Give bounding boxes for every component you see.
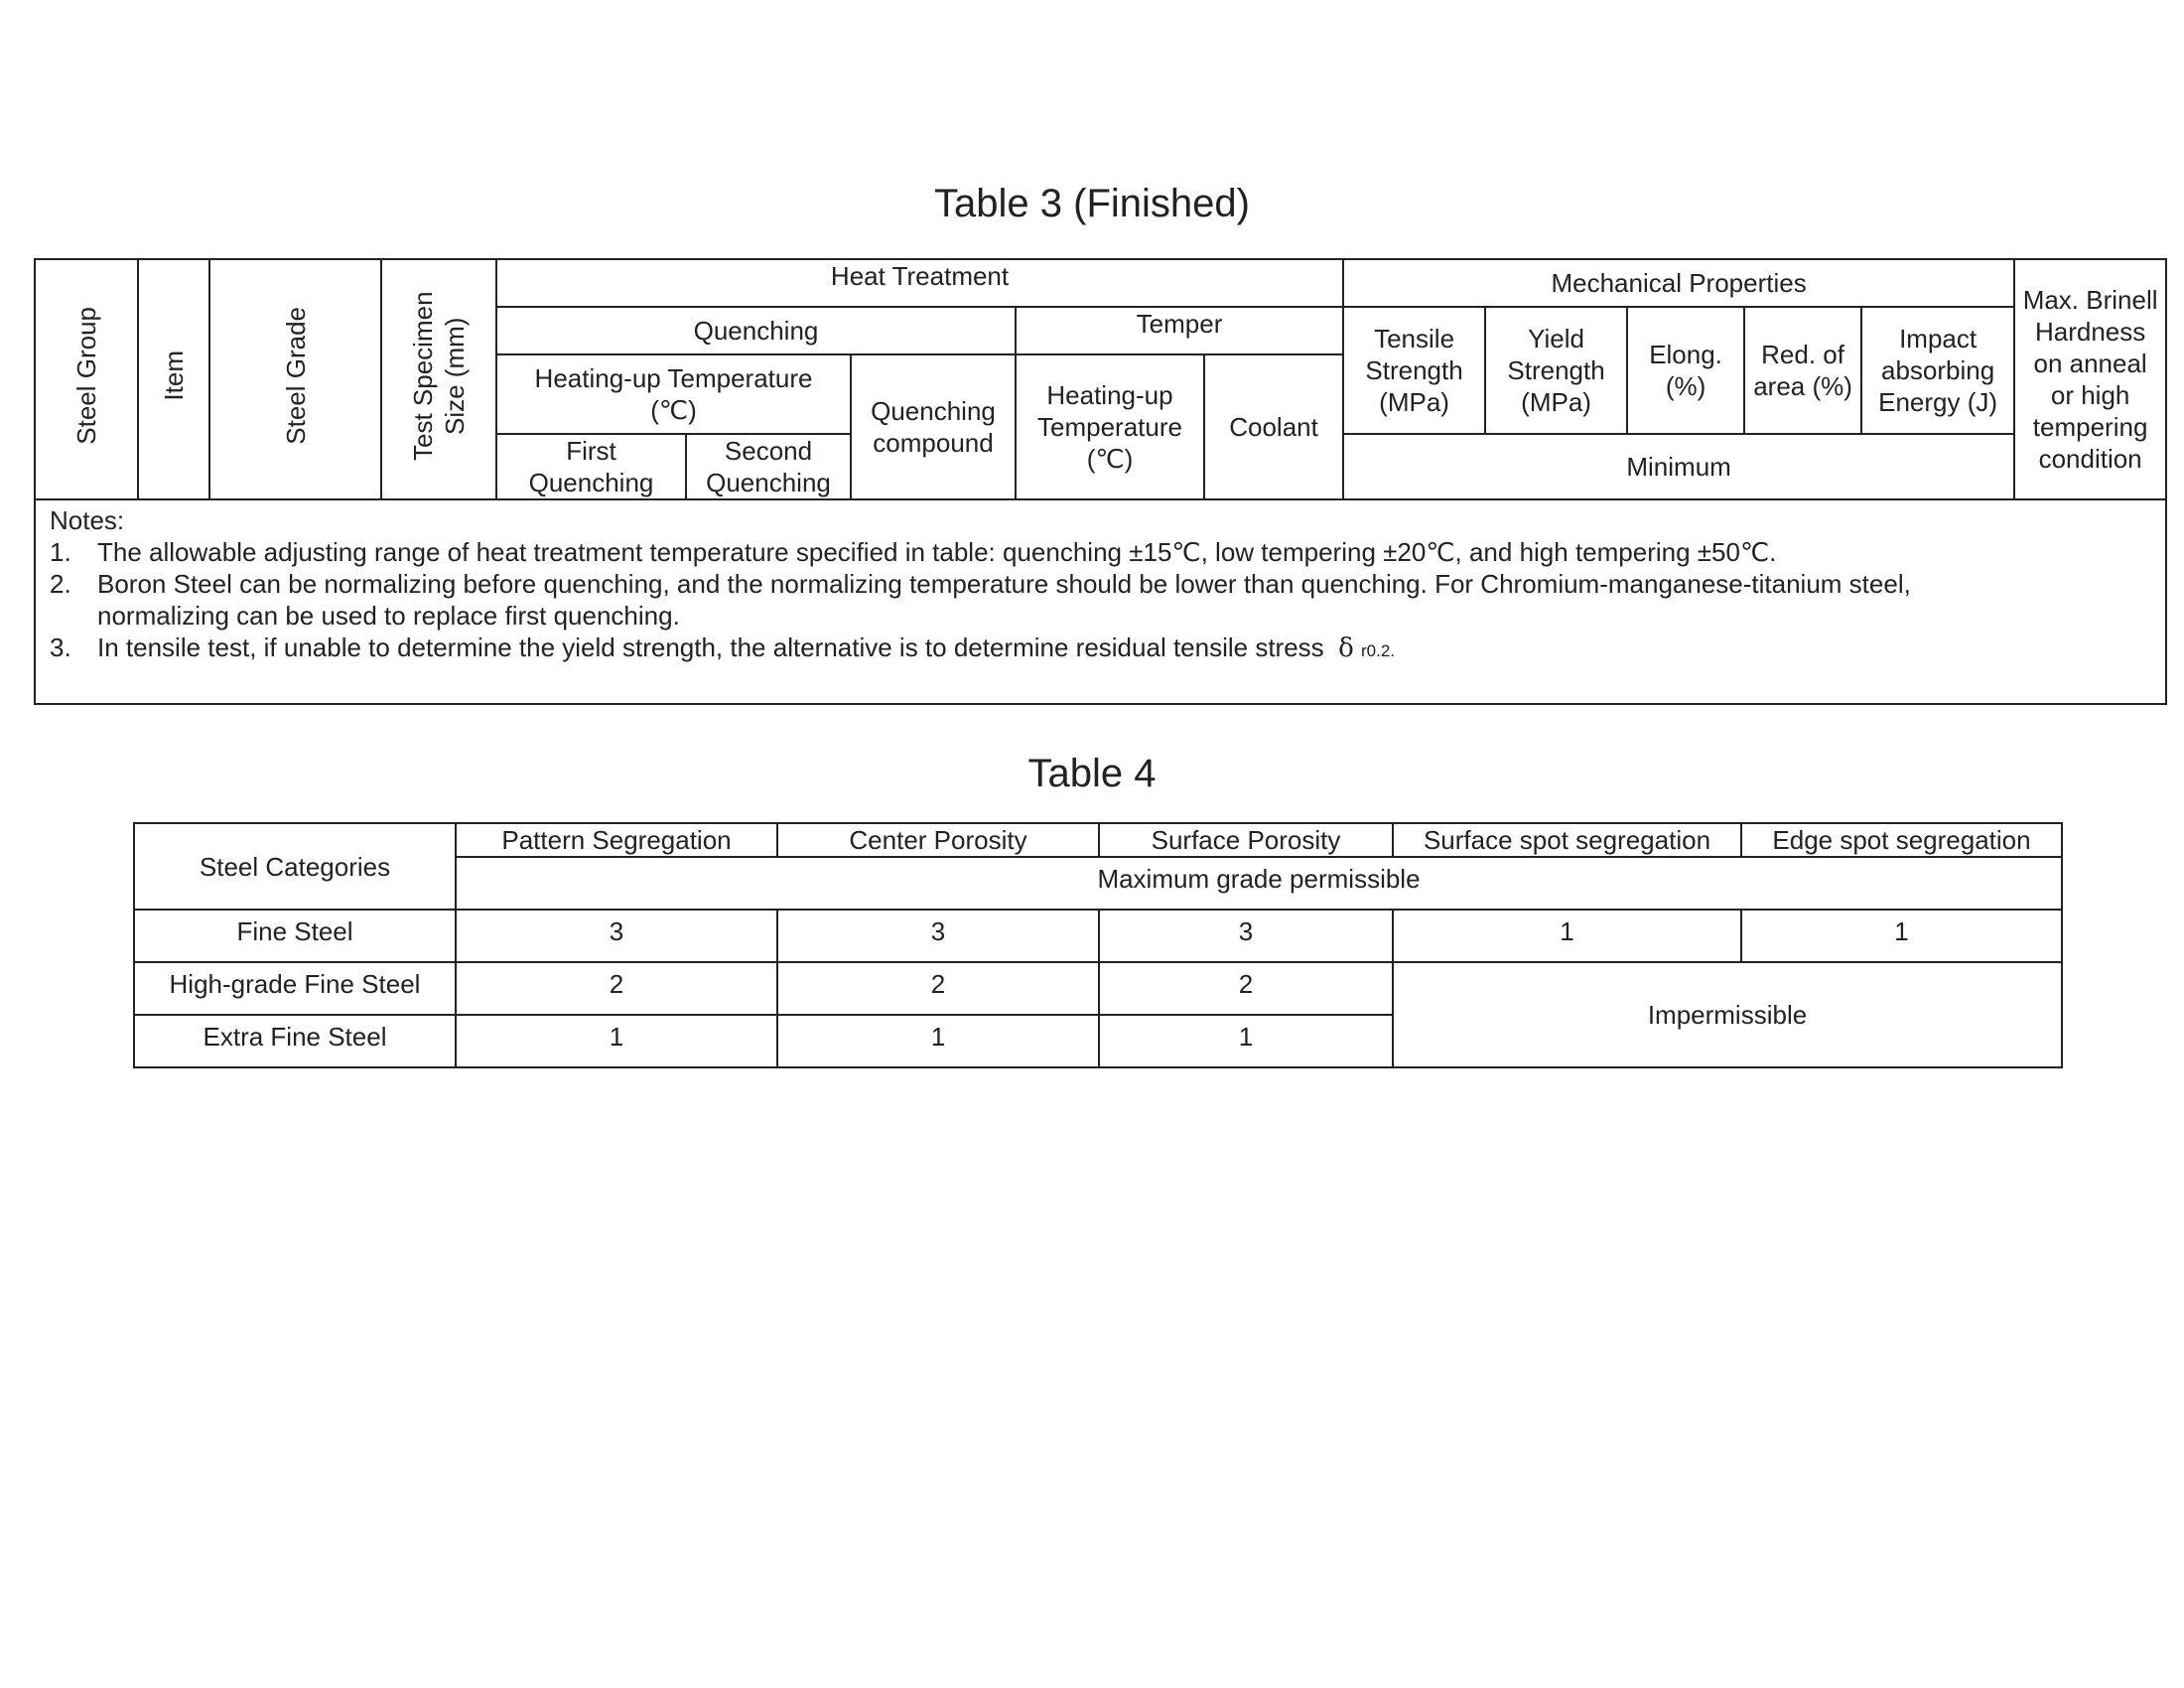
edge-spot-cell: 1 <box>1741 910 2062 962</box>
surface-cell: 2 <box>1099 962 1393 1015</box>
category-cell: High-grade Fine Steel <box>134 962 456 1015</box>
category-cell: Extra Fine Steel <box>134 1015 456 1067</box>
elong-header: Elong. (%) <box>1627 307 1744 434</box>
delta-symbol: δ <box>1338 633 1354 663</box>
notes-heading: Notes: <box>50 505 125 535</box>
note-item: 2. Boron Steel can be normalizing before quenching, and the normalizing temperature should be lower than quenching. For Chromium-manganese-titanium steel, normalizing can be used to replace first quenching. <box>50 569 1911 631</box>
max-brinell-header: Max. Brinell Hardness on anneal or high tempering condition <box>2014 259 2166 499</box>
surface-porosity-header: Surface Porosity <box>1099 823 1393 857</box>
center-porosity-header: Center Porosity <box>777 823 1099 857</box>
mechanical-properties-header: Mechanical Properties <box>1343 259 2014 307</box>
pattern-cell: 1 <box>456 1015 777 1067</box>
temper-header: Temper <box>1016 307 1343 354</box>
center-cell: 2 <box>777 962 1099 1015</box>
surface-spot-segregation-header: Surface spot segregation <box>1393 823 1741 857</box>
steel-grade-header: Steel Grade <box>209 259 381 499</box>
center-cell: 3 <box>777 910 1099 962</box>
table4-title: Table 4 <box>1027 752 1157 795</box>
impermissible-cell: Impermissible <box>1393 962 2062 1067</box>
temper-heating-up-unit: (℃) <box>1086 444 1134 474</box>
item-header: Item <box>138 259 209 499</box>
quenching-header: Quenching <box>496 307 1016 354</box>
steel-group-header: Steel Group <box>35 259 138 499</box>
heating-up-temperature-label: Heating-up Temperature <box>534 363 813 393</box>
table-row <box>134 910 2062 962</box>
second-quenching-header: Second Quenching <box>686 434 851 499</box>
pattern-cell: 3 <box>456 910 777 962</box>
surface-cell: 3 <box>1099 910 1393 962</box>
max-grade-header: Maximum grade permissible <box>456 857 2062 910</box>
yield-strength-header: Yield Strength (MPa) <box>1485 307 1627 434</box>
table3-title: Table 3 (Finished) <box>934 182 1250 225</box>
surface-cell: 1 <box>1099 1015 1393 1067</box>
heating-up-temperature-unit: (℃) <box>650 395 697 425</box>
first-quenching-header: First Quenching <box>496 434 686 499</box>
table4 <box>133 822 2063 1068</box>
heating-up-temperature-header <box>496 354 851 434</box>
temper-heating-up-header <box>1016 354 1204 499</box>
red-of-area-header: Red. of area (%) <box>1744 307 1861 434</box>
impact-energy-header: Impact absorbing Energy (J) <box>1861 307 2014 434</box>
temper-heating-up-label: Heating-up Temperature <box>1037 380 1182 442</box>
tensile-strength-header: Tensile Strength (MPa) <box>1343 307 1485 434</box>
note-item: 1. The allowable adjusting range of heat treatment temperature specified in table: quenching ±15℃, low tempering ±20℃, and high tempering ±50℃. <box>50 537 1777 567</box>
steel-categories-header: Steel Categories <box>134 823 456 910</box>
edge-spot-segregation-header: Edge spot segregation <box>1741 823 2062 857</box>
delta-subscript: r0.2. <box>1361 641 1396 660</box>
table-row <box>134 962 2062 1015</box>
surface-spot-cell: 1 <box>1393 910 1741 962</box>
notes-cell <box>35 499 2166 704</box>
test-specimen-header: Test Specimen Size (mm) <box>381 259 496 499</box>
center-cell: 1 <box>777 1015 1099 1067</box>
coolant-header: Coolant <box>1204 354 1343 499</box>
pattern-cell: 2 <box>456 962 777 1015</box>
minimum-header: Minimum <box>1343 434 2014 499</box>
note-item: 3. In tensile test, if unable to determine the yield strength, the alternative is to determine residual tensile stress δ r0.2. <box>50 633 1396 663</box>
category-cell: Fine Steel <box>134 910 456 962</box>
heat-treatment-header: Heat Treatment <box>496 259 1343 307</box>
table3 <box>34 258 2167 705</box>
quenching-compound-header: Quenching compound <box>851 354 1016 499</box>
pattern-segregation-header: Pattern Segregation <box>456 823 777 857</box>
